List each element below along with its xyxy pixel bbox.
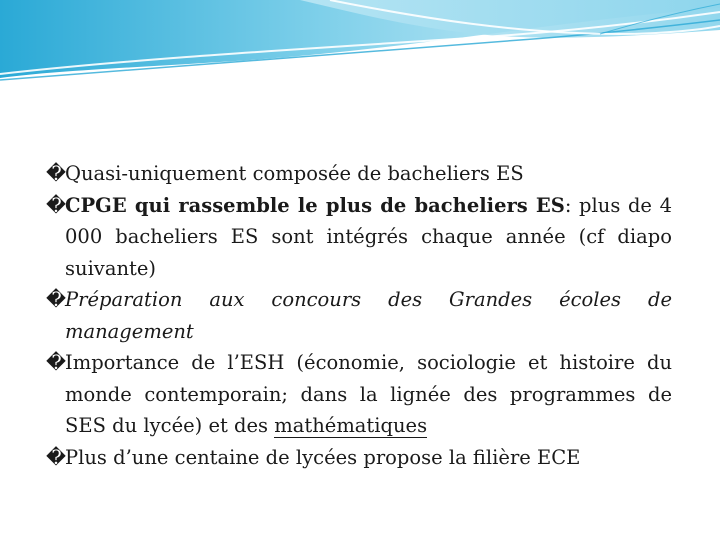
bullet-marker-icon: � <box>46 193 66 217</box>
bullet-item-1 <box>48 158 672 190</box>
bullet-item-4 <box>48 347 672 442</box>
bullet-bold-text: CPGE qui rassemble le plus de bacheliers ES <box>65 193 565 217</box>
bullet-marker-icon: � <box>46 351 66 374</box>
bullet-text: : plus de 4 000 bacheliers ES sont intégrés chaque année (cf diapo suivante) <box>65 193 672 280</box>
bullet-item-2 <box>48 190 672 285</box>
bullet-marker-icon: � <box>46 288 66 311</box>
bullet-text: Importance de l’ESH (économie, sociologie et histoire du monde contemporain; dans la lignée des programmes de SES du lycée) et des <box>65 351 672 437</box>
bullet-italic-text: Préparation aux concours des Grandes écoles de management <box>65 288 672 343</box>
bullet-marker-icon: � <box>46 445 66 469</box>
bullet-item-5 <box>48 442 672 474</box>
bullet-list <box>48 158 672 473</box>
header-wave-decoration <box>0 0 720 90</box>
bullet-text: Plus d’une centaine de lycées propose la filière ECE <box>65 445 581 469</box>
bullet-item-3 <box>48 284 672 347</box>
bullet-marker-icon: � <box>46 162 66 185</box>
bullet-underlined-text: mathématiques <box>274 414 428 437</box>
bullet-text: Quasi-uniquement composée de bacheliers ES <box>65 162 524 185</box>
